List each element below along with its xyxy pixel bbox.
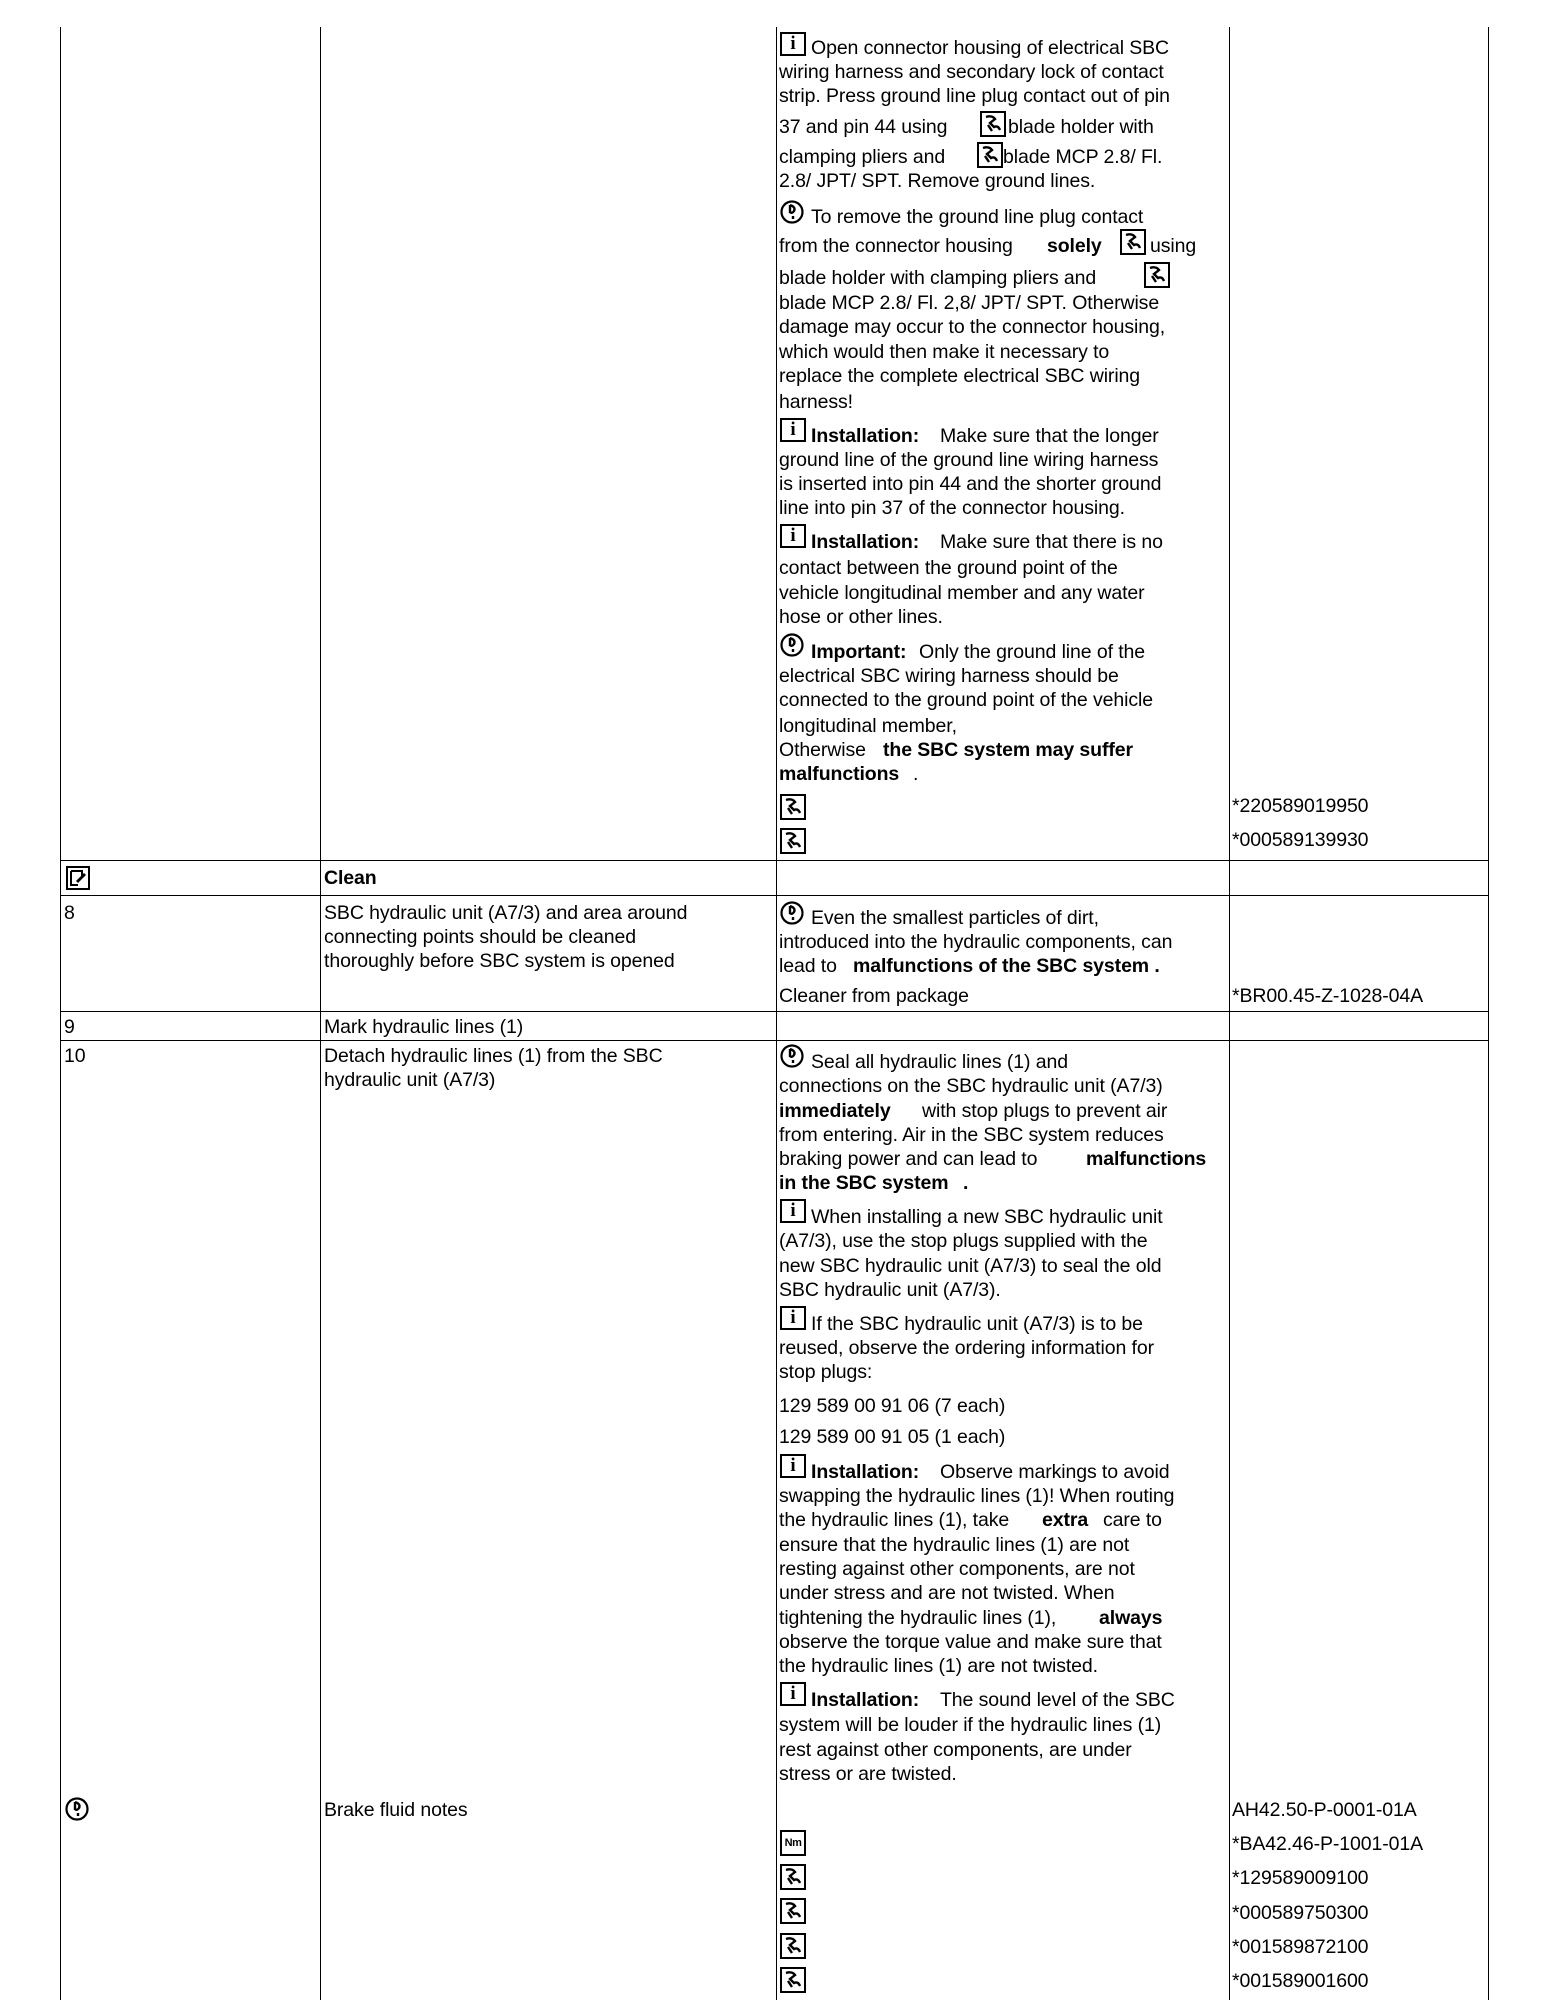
step-number: 10	[64, 1045, 86, 1067]
col-line-3	[776, 27, 777, 2000]
note-line: contact between the ground point of the	[779, 557, 1118, 579]
note-line: is inserted into pin 44 and the shorter ground	[779, 473, 1162, 495]
note-line: ensure that the hydraulic lines (1) are not	[779, 1534, 1130, 1556]
warning-line-bold: the SBC system may suffer	[883, 739, 1134, 761]
note-label: Installation:	[811, 1461, 920, 1483]
note-line: clamping pliers and	[779, 146, 946, 168]
tool-icon	[780, 1898, 806, 1924]
warning-label: Important:	[811, 641, 907, 663]
note-line: reused, observe the ordering information for	[779, 1337, 1154, 1359]
warning-icon	[779, 1043, 805, 1069]
cleaner-ref: *BR00.45-Z-1028-04A	[1232, 985, 1424, 1007]
note-line: Make sure that the longer	[940, 425, 1159, 447]
note-line: hose or other lines.	[779, 606, 943, 628]
torque-icon: Nm	[780, 1830, 806, 1856]
tool-ref: *000589750300	[1232, 1902, 1369, 1924]
warning-line-bold: malfunctions	[1086, 1148, 1207, 1170]
stop-plug-line: 129 589 00 91 05 (1 each)	[779, 1426, 1006, 1448]
info-icon: i	[780, 1199, 806, 1223]
note-label: Installation:	[811, 531, 920, 553]
info-icon: i	[780, 524, 806, 548]
stop-plug-line: 129 589 00 91 06 (7 each)	[779, 1395, 1006, 1417]
step-description: Detach hydraulic lines (1) from the SBC	[324, 1045, 663, 1067]
col-line-1	[60, 27, 61, 2000]
step-description: thoroughly before SBC system is opened	[324, 950, 675, 972]
info-icon: i	[780, 418, 806, 442]
note-label: Installation:	[811, 425, 920, 447]
note-line: Open connector housing of electrical SBC	[811, 37, 1170, 59]
row-line	[60, 1040, 1488, 1041]
note-line: care to	[1103, 1509, 1162, 1531]
info-icon: i	[780, 32, 806, 56]
note-line-bold: always	[1099, 1607, 1163, 1629]
warning-icon	[779, 900, 805, 926]
warning-line: Only the ground line of the	[919, 641, 1146, 663]
note-line: the hydraulic lines (1) are not twisted.	[779, 1655, 1098, 1677]
note-line: When installing a new SBC hydraulic unit	[811, 1206, 1163, 1228]
tool-icon	[780, 828, 806, 854]
warning-line-bold: in the SBC system	[779, 1172, 949, 1194]
note-line: wiring harness and secondary lock of contact	[779, 61, 1164, 83]
warning-line-bold: malfunctions of the SBC system .	[853, 955, 1160, 977]
warning-line: lead to	[779, 955, 837, 977]
note-line: the hydraulic lines (1), take	[779, 1509, 1010, 1531]
tool-ref: *000589139930	[1232, 829, 1369, 851]
note-line: rest against other components, are under	[779, 1739, 1132, 1761]
note-line: SBC hydraulic unit (A7/3).	[779, 1279, 1001, 1301]
col-line-2	[320, 27, 321, 2000]
tool-icon	[1120, 229, 1146, 255]
note-label: Installation:	[811, 1689, 920, 1711]
warning-icon	[779, 199, 805, 225]
info-icon: i	[780, 1682, 806, 1706]
note-line: Make sure that there is no	[940, 531, 1163, 553]
note-line: tightening the hydraulic lines (1),	[779, 1607, 1057, 1629]
note-line: blade holder with	[1008, 116, 1154, 138]
warning-icon	[779, 632, 805, 658]
row-line	[60, 860, 1488, 861]
warning-line: longitudinal member,	[779, 715, 957, 737]
warning-line-bold: immediately	[779, 1100, 891, 1122]
section-label-clean: Clean	[324, 867, 377, 889]
tool-icon	[780, 1864, 806, 1890]
note-line: (A7/3), use the stop plugs supplied with the	[779, 1230, 1148, 1252]
warning-line: introduced into the hydraulic components, can	[779, 931, 1173, 953]
tool-icon	[780, 794, 806, 820]
warning-line: blade MCP 2.8/ Fl. 2,8/ JPT/ SPT. Otherwise	[779, 292, 1160, 314]
checklist-icon	[66, 866, 90, 890]
note-line: line into pin 37 of the connector housing.	[779, 497, 1125, 519]
brake-fluid-label: Brake fluid notes	[324, 1799, 468, 1821]
warning-line: which would then make it necessary to	[779, 341, 1110, 363]
step-number: 9	[64, 1016, 75, 1038]
warning-line-bold: malfunctions	[779, 763, 900, 785]
note-line: The sound level of the SBC	[940, 1689, 1175, 1711]
warning-line-bold: solely	[1047, 235, 1102, 257]
note-line: 37 and pin 44 using	[779, 116, 948, 138]
note-line-bold: extra	[1042, 1509, 1089, 1531]
note-line: system will be louder if the hydraulic lines (1)	[779, 1714, 1162, 1736]
tool-icon	[1144, 262, 1170, 288]
warning-line: braking power and can lead to	[779, 1148, 1038, 1170]
tool-icon	[780, 1933, 806, 1959]
row-line	[60, 895, 1488, 896]
info-icon: i	[780, 1454, 806, 1478]
warning-line: Otherwise	[779, 739, 866, 761]
tool-icon	[980, 111, 1006, 137]
note-line: vehicle longitudinal member and any water	[779, 582, 1145, 604]
step-description: hydraulic unit (A7/3)	[324, 1069, 496, 1091]
note-line: resting against other components, are not	[779, 1558, 1135, 1580]
step-description: connecting points should be cleaned	[324, 926, 636, 948]
tool-ref: *129589009100	[1232, 1867, 1369, 1889]
note-line: stress or are twisted.	[779, 1763, 957, 1785]
warning-line: with stop plugs to prevent air	[922, 1100, 1168, 1122]
warning-line: connected to the ground point of the vehicle	[779, 689, 1153, 711]
tool-ref: *220589019950	[1232, 795, 1369, 817]
warning-line: connections on the SBC hydraulic unit (A7/3)	[779, 1075, 1163, 1097]
tool-ref: *001589001600	[1232, 1970, 1369, 1992]
warning-icon	[64, 1796, 90, 1822]
warning-line: To remove the ground line plug contact	[811, 206, 1144, 228]
cleaner-line: Cleaner from package	[779, 985, 969, 1007]
warning-line: damage may occur to the connector housing,	[779, 316, 1166, 338]
warning-line-bold: .	[963, 1172, 969, 1194]
note-line: If the SBC hydraulic unit (A7/3) is to be	[811, 1313, 1143, 1335]
warning-line: using	[1150, 235, 1197, 257]
warning-line: blade holder with clamping pliers and	[779, 267, 1097, 289]
info-icon: i	[780, 1306, 806, 1330]
note-line: observe the torque value and make sure that	[779, 1631, 1162, 1653]
warning-line: from the connector housing	[779, 235, 1013, 257]
brake-fluid-ref: AH42.50-P-0001-01A	[1232, 1799, 1417, 1821]
note-line: new SBC hydraulic unit (A7/3) to seal the old	[779, 1255, 1162, 1277]
warning-line: Even the smallest particles of dirt,	[811, 907, 1099, 929]
row-line	[60, 1011, 1488, 1012]
note-line: ground line of the ground line wiring harness	[779, 449, 1159, 471]
warning-line: Seal all hydraulic lines (1) and	[811, 1051, 1068, 1073]
note-line: Observe markings to avoid	[940, 1461, 1170, 1483]
warning-line: replace the complete electrical SBC wiring	[779, 365, 1141, 387]
tool-icon	[780, 1967, 806, 1993]
col-line-4	[1229, 27, 1230, 2000]
note-line: 2.8/ JPT/ SPT. Remove ground lines.	[779, 170, 1096, 192]
warning-line: harness!	[779, 391, 853, 413]
tool-icon	[977, 142, 1003, 168]
warning-line: electrical SBC wiring harness should be	[779, 665, 1119, 687]
torque-ref: *BA42.46-P-1001-01A	[1232, 1833, 1424, 1855]
note-line: under stress and are not twisted. When	[779, 1582, 1115, 1604]
col-line-5	[1488, 27, 1489, 2000]
step-number: 8	[64, 902, 75, 924]
note-line: strip. Press ground line plug contact out of pin	[779, 85, 1170, 107]
tool-ref: *001589872100	[1232, 1936, 1369, 1958]
note-line: stop plugs:	[779, 1361, 873, 1383]
note-line: blade MCP 2.8/ Fl.	[1003, 146, 1163, 168]
warning-line: .	[913, 763, 919, 785]
step-description: SBC hydraulic unit (A7/3) and area around	[324, 902, 688, 924]
warning-line: from entering. Air in the SBC system reduces	[779, 1124, 1164, 1146]
step-description: Mark hydraulic lines (1)	[324, 1016, 524, 1038]
note-line: swapping the hydraulic lines (1)! When routing	[779, 1485, 1175, 1507]
